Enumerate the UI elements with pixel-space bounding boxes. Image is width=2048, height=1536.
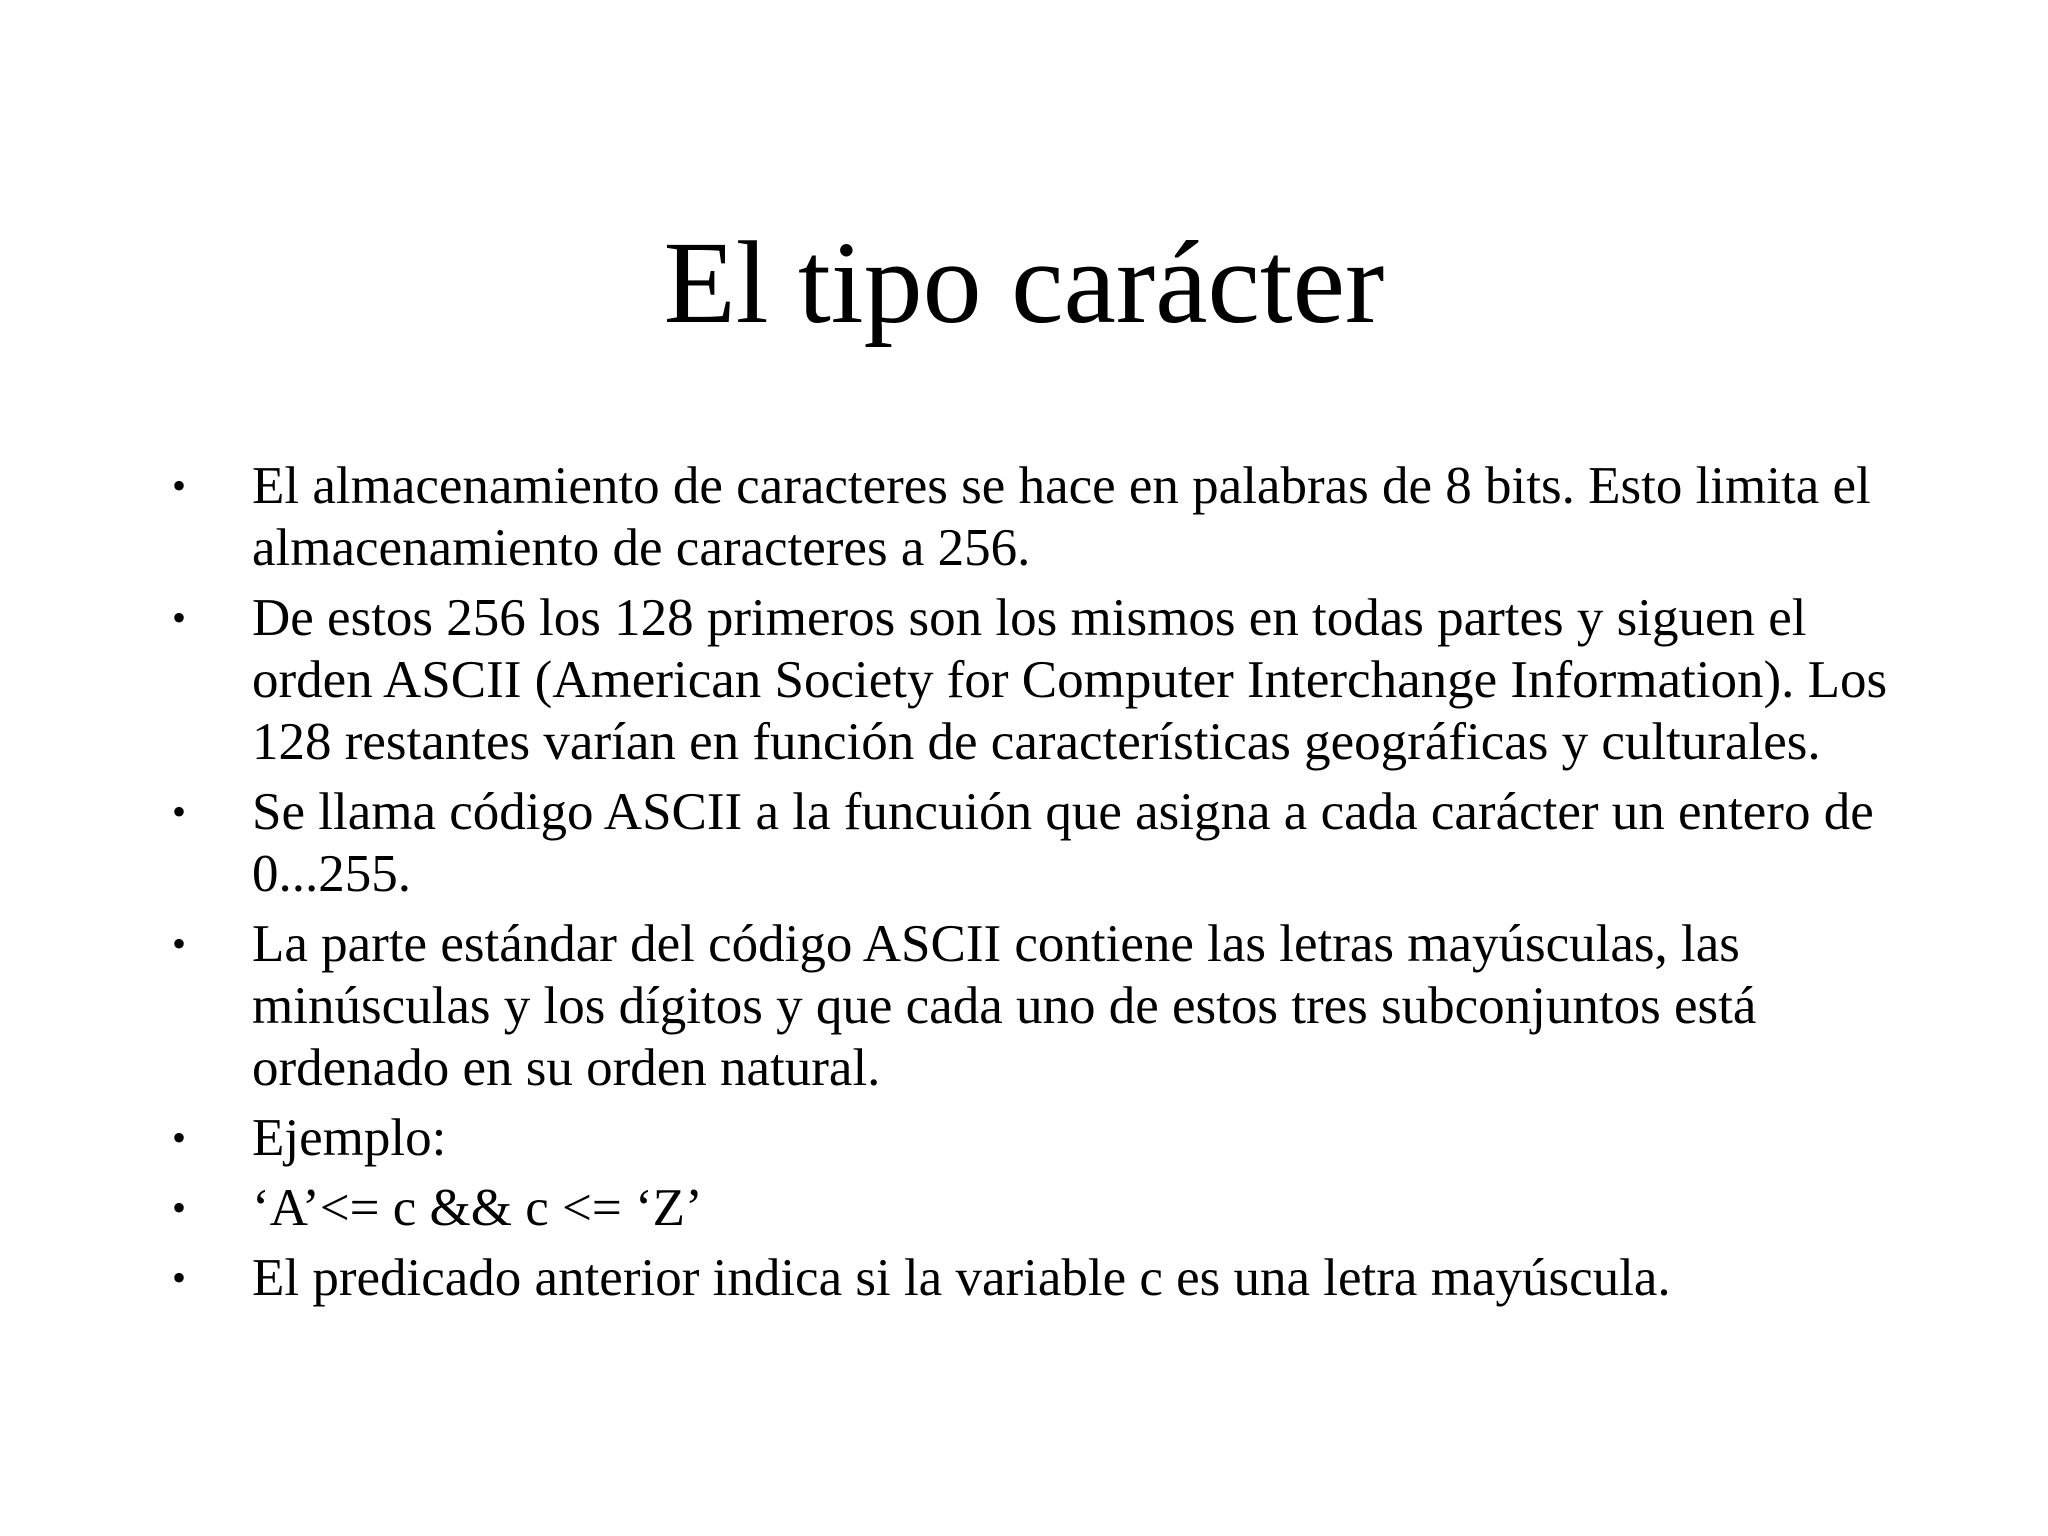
bullet-text: De estos 256 los 128 primeros son los mismos en todas partes y siguen el orden ASCII (American Society for Computer Interchange Information). Los 128 restantes varían en función de características geográficas y culturales. <box>252 589 1888 771</box>
bullet-text: Se llama código ASCII a la funcuión que asigna a cada carácter un entero de 0...255. <box>252 783 1874 903</box>
bullet-text: Ejemplo: <box>252 1109 447 1167</box>
bullet-item <box>0 1247 1960 1309</box>
bullet-item <box>0 455 1960 579</box>
bullet-icon: • <box>172 463 187 508</box>
bullet-icon: • <box>172 595 187 640</box>
bullet-icon: • <box>172 1185 187 1230</box>
bullet-item <box>0 587 1960 773</box>
bullet-item <box>0 1107 1960 1169</box>
bullet-item <box>0 913 1960 1099</box>
bullet-text: El predicado anterior indica si la variable c es una letra mayúscula. <box>252 1249 1671 1307</box>
slide-title: El tipo carácter <box>663 217 1385 348</box>
bullet-icon: • <box>172 1115 187 1160</box>
bullet-text: El almacenamiento de caracteres se hace en palabras de 8 bits. Esto limita el almacenamiento de caracteres a 256. <box>252 457 1871 577</box>
bullet-icon: • <box>172 1255 187 1300</box>
bullet-icon: • <box>172 921 187 966</box>
bullet-item <box>0 781 1960 905</box>
bullet-item <box>0 1177 1960 1239</box>
bullet-text: ‘A’<= c && c <= ‘Z’ <box>252 1179 703 1237</box>
bullet-icon: • <box>172 789 187 834</box>
bullet-text: La parte estándar del código ASCII contiene las letras mayúsculas, las minúsculas y los dígitos y que cada uno de estos tres subconjuntos está ordenado en su orden natural. <box>252 915 1757 1097</box>
bullet-list <box>0 455 2048 1317</box>
